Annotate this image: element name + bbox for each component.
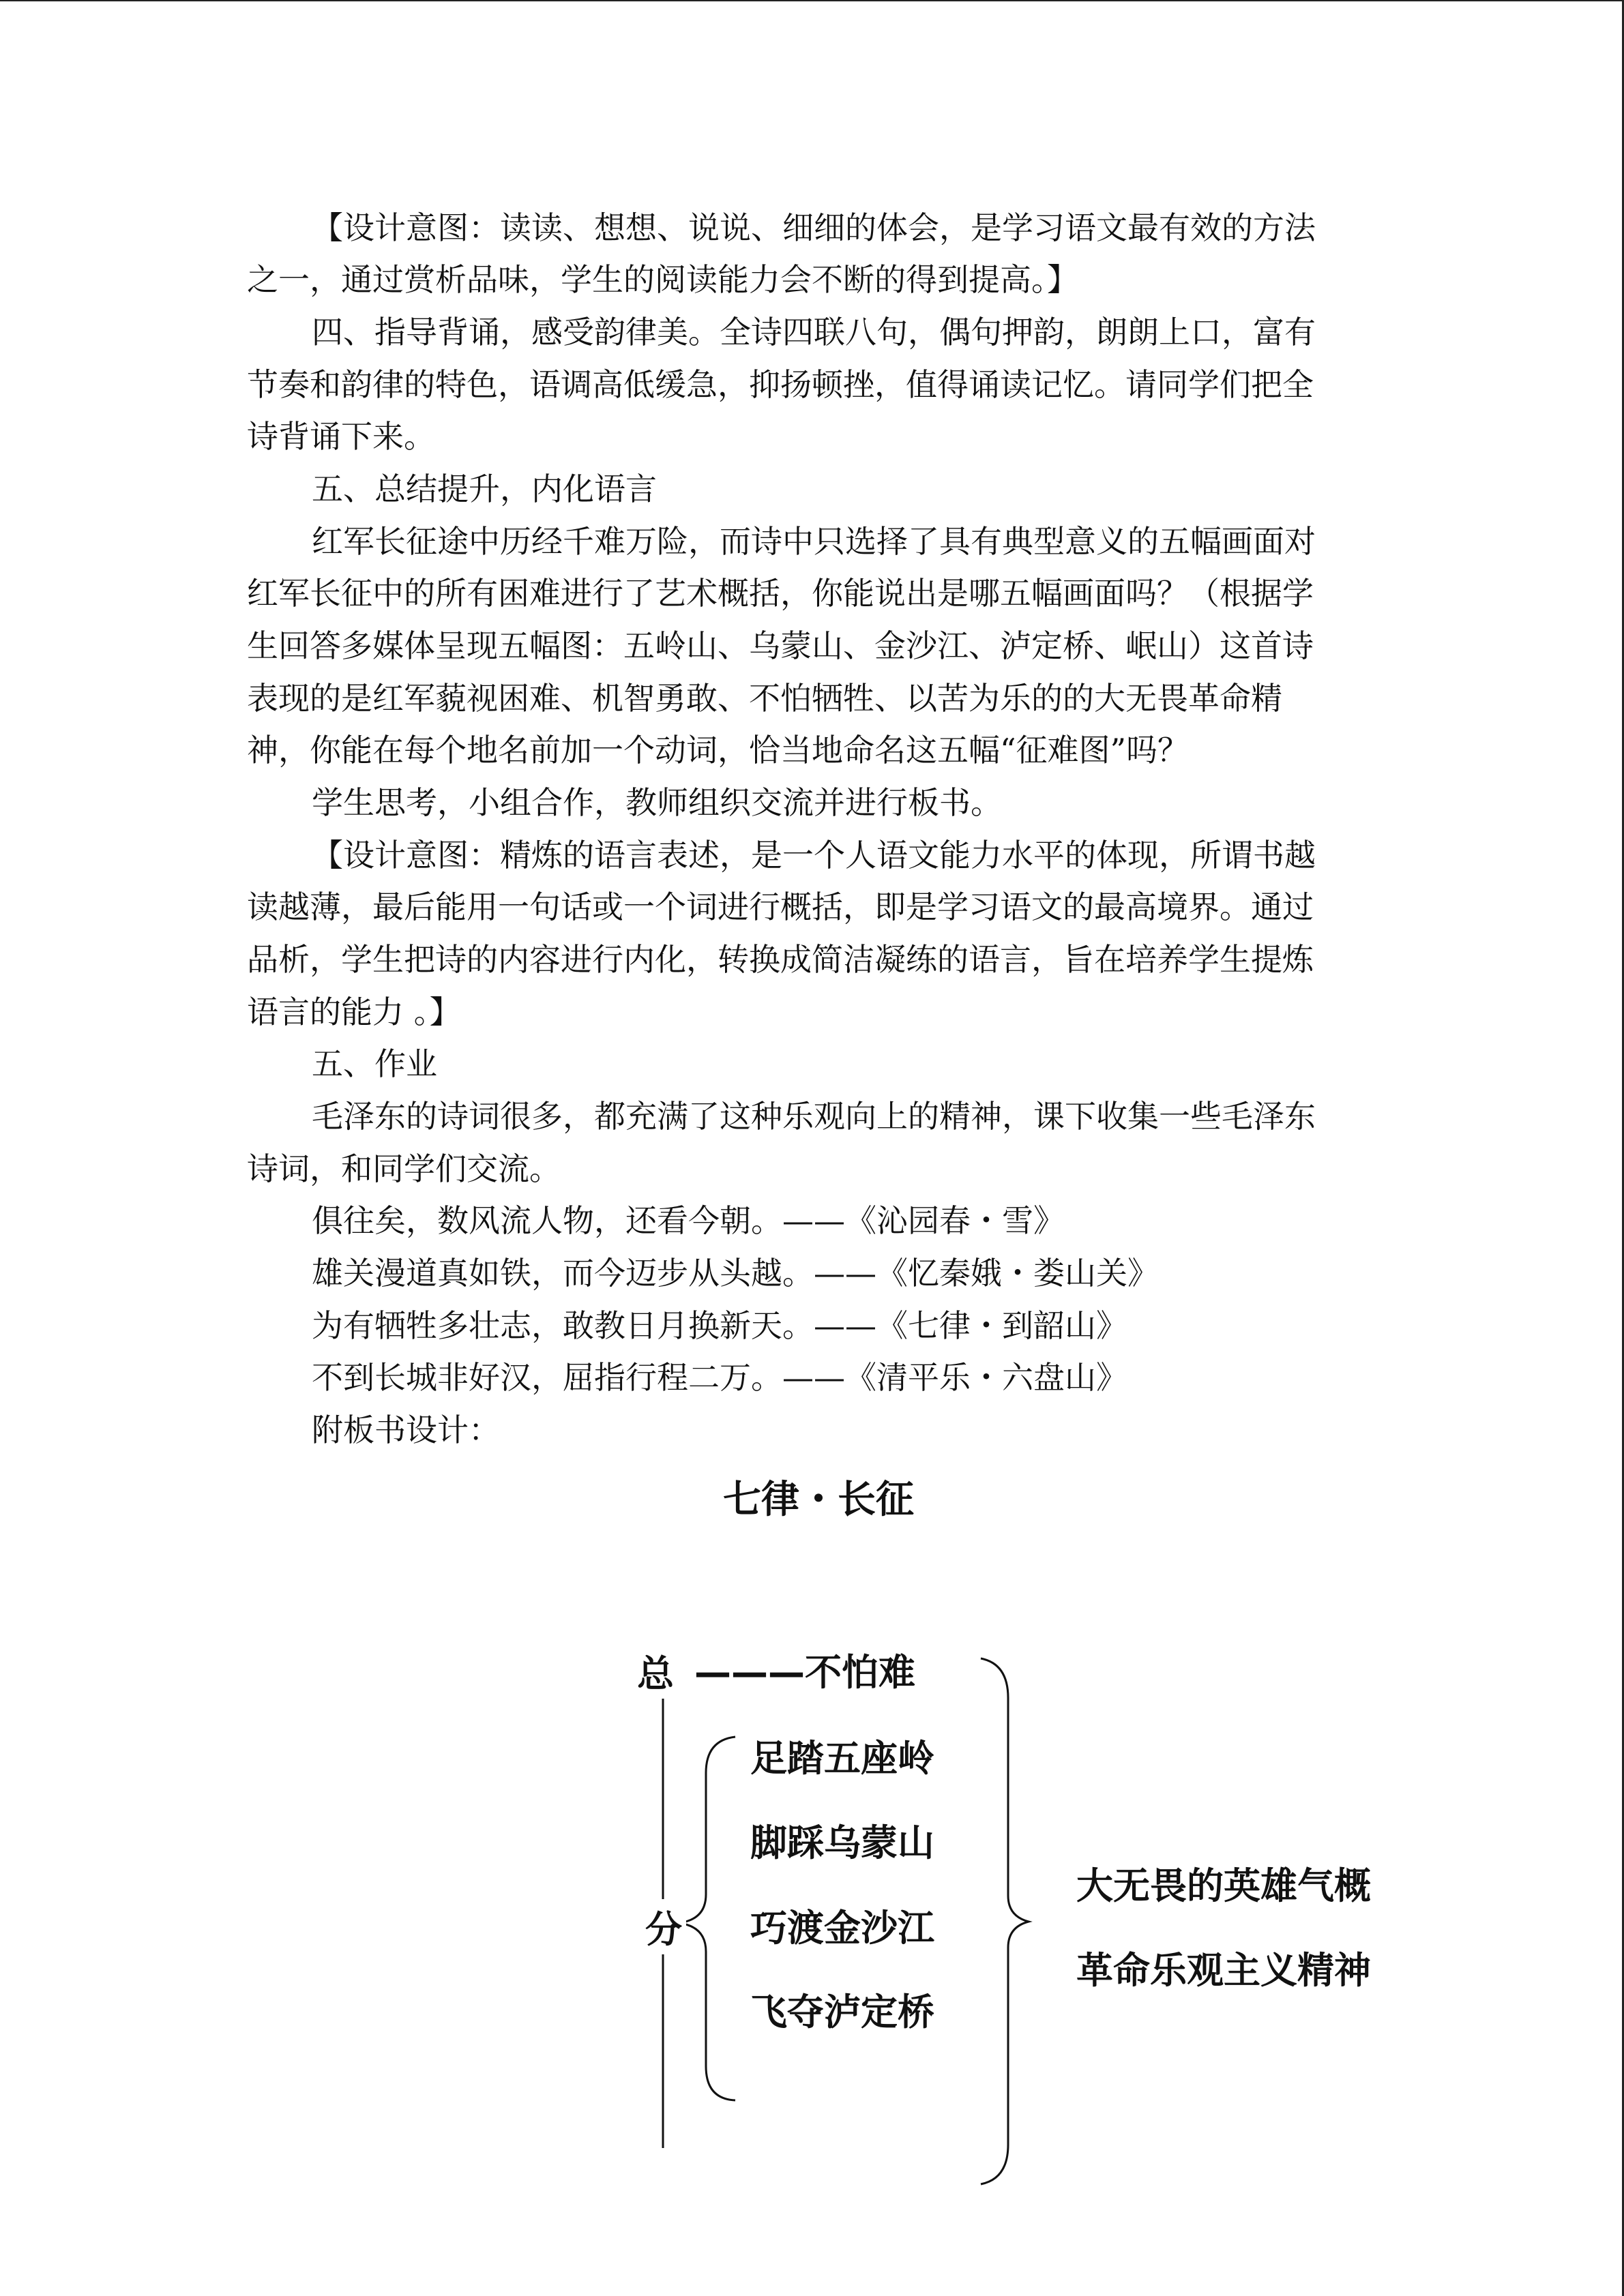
paragraph-line: 学生思考，小组合作，教师组织交流并进行板书。 <box>312 784 1002 821</box>
paragraph-line: 语言的能力 。】 <box>247 994 461 1030</box>
board-item: 足踏五座岭 <box>750 1737 934 1780</box>
paragraph-line: 诗词，和同学们交流。 <box>247 1150 561 1187</box>
board-item: 脚踩乌蒙山 <box>750 1821 934 1864</box>
board-zong-text: ———不怕难 <box>694 1651 915 1694</box>
board-fen-label: 分 <box>641 1899 686 1954</box>
paragraph-line: 【设计意图：读读、想想、说说、细细的体会，是学习语文最有效的方法 <box>312 209 1316 246</box>
paragraph-line: 红军长征中的所有困难进行了艺术概括，你能说出是哪五幅画面吗？（根据学 <box>247 575 1314 612</box>
paragraph-line: 四、指导背诵，感受韵律美。全诗四联八句，偶句押韵，朗朗上口，富有 <box>312 314 1316 351</box>
paragraph-line: 【设计意图：精炼的语言表述，是一个人语文能力水平的体现，所谓书越 <box>312 837 1316 874</box>
paragraph-line: 红军长征途中历经千难万险，而诗中只选择了具有典型意义的五幅画面对 <box>312 523 1316 560</box>
poem-quote: 雄关漫道真如铁，而今迈步从头越。——《忆秦娥・娄山关》 <box>312 1255 1159 1292</box>
paragraph-line: 读越薄，最后能用一句话或一个词进行概括，即是学习语文的最高境界。通过 <box>247 889 1314 925</box>
paragraph-line: 之一，通过赏析品味，学生的阅读能力会不断的得到提高。】 <box>247 261 1078 298</box>
board-item: 巧渡金沙江 <box>750 1907 934 1950</box>
board-conclusion: 革命乐观主义精神 <box>1076 1949 1371 1992</box>
section-heading: 五、作业 <box>312 1045 437 1082</box>
board-zong-label: 总 <box>634 1643 677 1699</box>
paragraph-line: 毛泽东的诗词很多，都充满了这种乐观向上的精神，课下收集一些毛泽东 <box>312 1098 1316 1135</box>
paragraph-line: 生回答多媒体呈现五幅图：五岭山、乌蒙山、金沙江、泸定桥、岷山）这首诗 <box>247 627 1314 664</box>
board-item: 飞夺泸定桥 <box>750 1991 934 2033</box>
section-heading: 五、总结提升，内化语言 <box>312 471 657 507</box>
inner-left-brace <box>679 1737 735 2100</box>
poem-quote: 不到长城非好汉，屈指行程二万。——《清平乐・六盘山》 <box>312 1359 1127 1396</box>
paragraph-line: 诗背诵下来。 <box>247 418 435 455</box>
paragraph-line: 神，你能在每个地名前加一个动词，恰当地命名这五幅“征难图”吗？ <box>247 732 1190 769</box>
paragraph-line: 表现的是红军藐视困难、机智勇敢、不怕牺牲、以苦为乐的的大无畏革命精 <box>247 680 1282 717</box>
board-title: 七律・长征 <box>723 1478 914 1522</box>
outer-right-brace <box>981 1658 1029 2184</box>
paragraph-line: 品析，学生把诗的内容进行内化，转换成简洁凝练的语言，旨在培养学生提炼 <box>247 941 1314 978</box>
poem-quote: 俱往矣，数风流人物，还看今朝。——《沁园春・雪》 <box>312 1202 1065 1239</box>
paragraph-line: 节奏和韵律的特色，语调高低缓急，抑扬顿挫，值得诵读记忆。请同学们把全 <box>247 366 1314 403</box>
paragraph-line: 附板书设计： <box>312 1412 500 1448</box>
poem-quote: 为有牺牲多壮志，敢教日月换新天。——《七律・到韶山》 <box>312 1307 1127 1344</box>
board-conclusion: 大无畏的英雄气概 <box>1076 1864 1371 1907</box>
